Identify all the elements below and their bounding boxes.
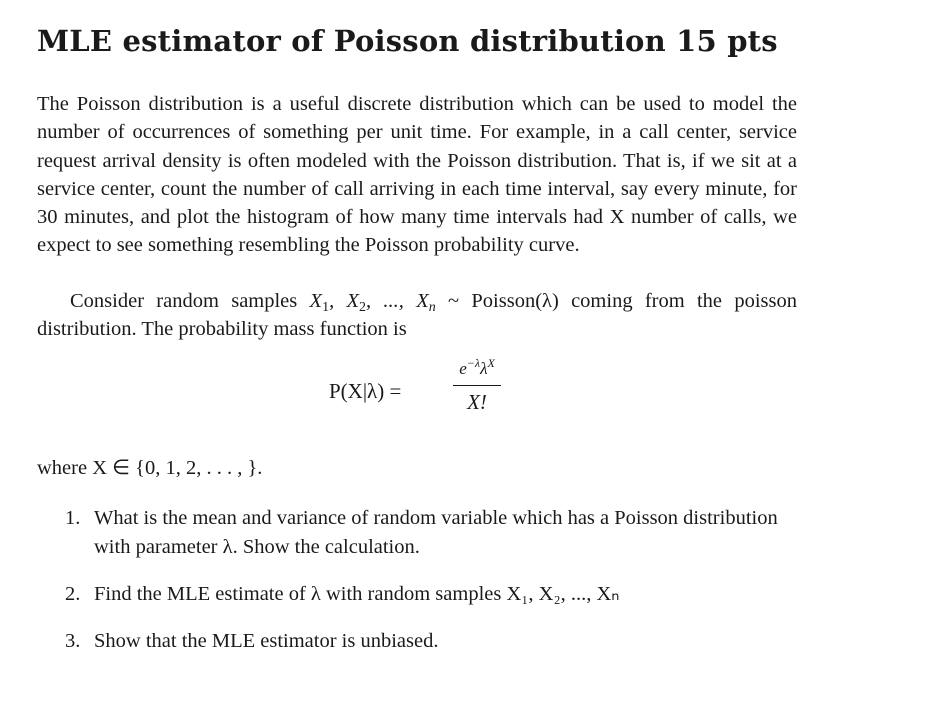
question-number: 3. [65,630,81,653]
fraction-bar [453,385,501,386]
question-text: What is the mean and variance of random variable which has a Poisson distribution with parameter λ. Show the calculation. [94,507,778,558]
numerator-base: e [459,359,467,379]
question-text: Show that the MLE estimator is unbiased. [94,630,439,653]
question-number: 1. [65,507,81,530]
question-list [37,504,797,655]
document-page [37,20,797,675]
page-title: MLE estimator of Poisson distribution 15 pts [37,24,778,58]
question-number: 2. [65,582,81,605]
numerator-lambda: λ [480,359,488,379]
question-text: Find the MLE estimate of λ with random samples X₁, X₂, ..., Xₙ [94,582,620,605]
consider-text-end: ~ Poisson(λ) coming from the poisson distribution. The probability mass function is [37,289,797,341]
numerator-exp: −λ [466,356,481,371]
where-clause: where X ∈ {0, 1, 2, . . . , }. [37,457,263,480]
intro-paragraph: The Poisson distribution is a useful discrete distribution which can be used to model the number of occurrences of something per unit time. For example, in a call center, service request arrival density is often modeled with the Poisson distribution. That is, if we sit at a service center, count the number of call arriving in each time interval, say every minute, for 30 minutes, and plot the histogram of how many time intervals had X number of calls, we expect to see something resembling the Poisson probability curve. [37,93,797,257]
pmf-formula [37,357,797,439]
consider-paragraph [37,287,797,344]
question-item [37,627,797,655]
question-item [37,504,797,561]
consider-text-start: Consider random samples [70,289,310,312]
sample-variables: $X_1$, $X_2$, ..., $X_n$ [309,289,436,315]
question-item [37,580,797,608]
numerator-lambda-exp: X [487,356,495,371]
formula-denominator: X! [467,390,487,415]
formula-fraction [453,357,501,415]
formula-numerator [453,357,501,383]
formula-lhs: P(X|λ) = [329,379,402,404]
